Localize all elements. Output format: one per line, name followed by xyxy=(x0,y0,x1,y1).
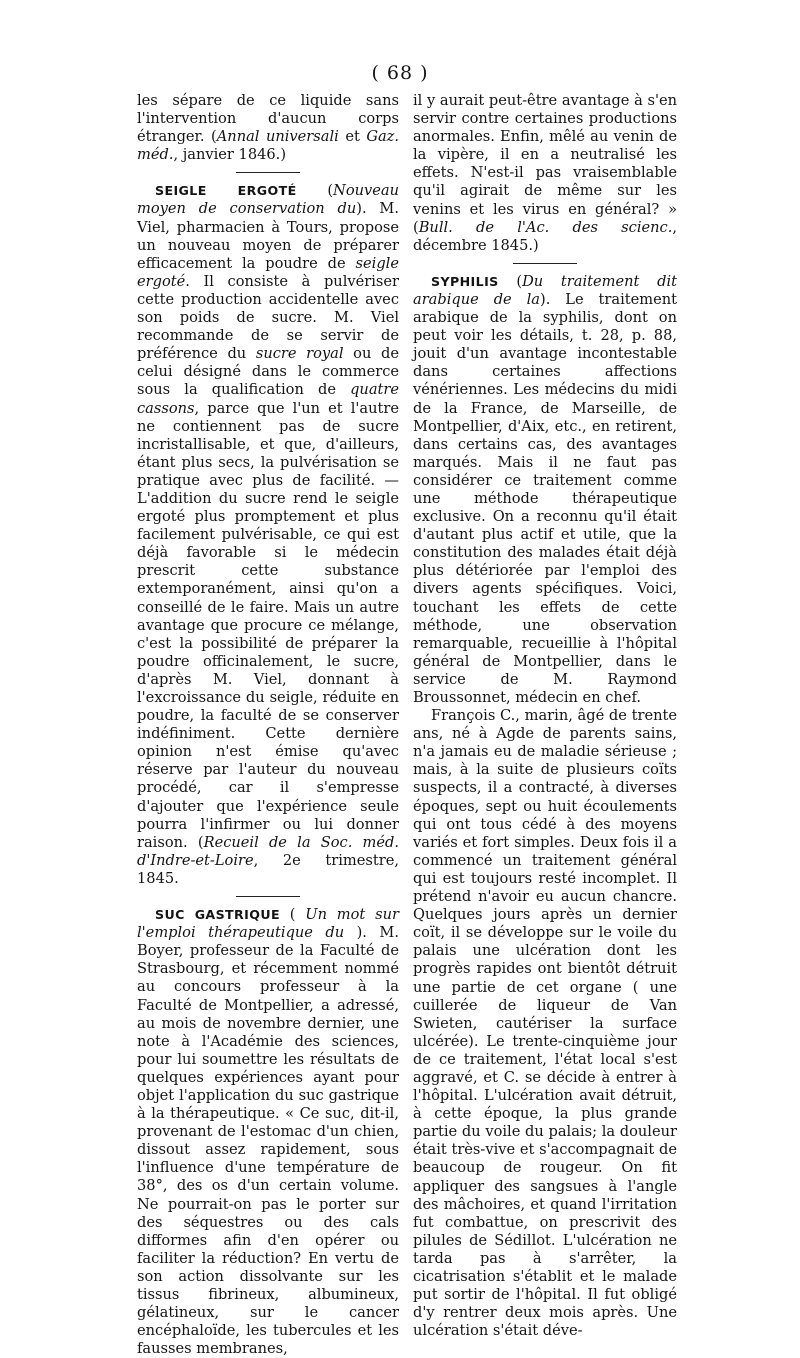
paragraph-continuation: il y aurait peut-être avantage à s'en servir contre certaines productions anormales. Enfin, mêlé au venin de la vipère, il en a neutralisé les effets. N'est-il pas vraisemblable qu'il agirait de même sur les venins et les virus en général? » (Bull. de l'Ac. des scienc., décembre 1845.) xyxy=(413,92,677,254)
article-heading: SYPHILIS xyxy=(431,273,499,289)
case-observation: François C., marin, âgé de trente ans, né à Agde de parents sains, n'a jamais eu de maladie sérieuse ; mais, à la suite de plusieurs coïts suspects, il a contracté, à diverses époques, sept ou huit écoulements qui ont tous cédé à des moyens variés et fort simples. Deux fois il a commencé un traitement général qui est toujours resté incomplet. Il prétend n'avoir eu aucun chancre. Quelques jours après un dernier coït, il se développe sur le voile du palais une ulcération dont les progrès rapides ont bientôt détruit une partie de cet organe ( une cuillerée de liqueur de Van Swieten, cautériser la surface ulcérée). Le trente-cinquième jour de ce traitement, l'état local s'est aggravé, et C. se décide à entrer à l'hôpital. L'ulcération avait détruit, à cette époque, la plus grande partie du voile du palais; la douleur était très-vive et s'accompagnait de beaucoup de rougeur. On fit appliquer des sangsues à l'angle des mâchoires, et quand l'irritation fut combattue, on prescrivit des pilules de Sédillot. L'ulcération ne tarda pas à s'arrêter, la cicatrisation s'établit et le malade put sortir de l'hôpital. Il fut obligé d'y rentrer deux mois après. Une ulcération s'était déve- xyxy=(413,707,677,1340)
article-heading: SUC GASTRIQUE xyxy=(155,907,280,923)
section-divider xyxy=(236,896,300,897)
article-seigle-ergote: SEIGLE ERGOTÉ (Nouveau moyen de conservation du). M. Viel, pharmacien à Tours, propose un nouveau moyen de préparer efficacement la poudre de seigle ergoté. Il consiste à pulvériser cette production accidentelle avec son poids de sucre. M. Viel recommande de se servir de préférence du sucre royal ou de celui désigné dans le commerce sous la qualification de quatre cassons, parce que l'un et l'autre ne contiennent pas de sucre incristallisable, et que, d'ailleurs, étant plus secs, la pulvérisation se pratique avec plus de facilité. — L'addition du sucre rend le seigle ergoté plus promptement et plus facilement pulvérisable, ce qui est déjà favorable si le médecin prescrit cette substance extemporanément, ainsi qu'on a conseillé de le faire. Mais un autre avantage que procure ce mélange, c'est la possibilité de préparer la poudre officinalement, le sucre, d'après M. Viel, donnant à l'excroissance du seigle, réduite en poudre, la faculté de se conserver indéfiniment. Cette dernière opinion n'est émise qu'avec réserve par l'auteur du nouveau procédé, car il s'empresse d'ajouter que l'expérience seule pourra l'infirmer ou lui donner raison. (Recueil de la Soc. méd. d'Indre-et-Loire, 2e trimestre, 1845. xyxy=(137,182,400,887)
article-suc-gastrique: SUC GASTRIQUE ( Un mot sur l'emploi thérapeutique du ). M. Boyer, professeur de la Faculté de Strasbourg, et récemment nommé au concours professeur à la Faculté de Montpellier, a adressé, au mois de novembre dernier, une note à l'Académie des sciences, pour lui soumettre les résultats de quelques expériences ayant pour objet l'application du suc gastrique à la thérapeutique. « Ce suc, dit-il, provenant de l'estomac d'un chien, dissout assez rapidement, sous l'influence d'une température de 38°, des os d'un certain volume. Ne pourrait-on pas le porter sur des séquestres ou des cals difformes afin d'en opérer ou faciliter la réduction? En vertu de son action dissolvante sur les tissus fibrineux, albumineux, gélatineux, sur le cancer encéphaloïde, les tubercules et les fausses membranes, xyxy=(137,906,399,1358)
left-column xyxy=(137,92,399,1358)
paragraph-continuation: les sépare de ce liquide sans l'intervention d'aucun corps étranger. (Annal universali et Gaz. méd., janvier 1846.) xyxy=(137,92,400,164)
right-column xyxy=(413,92,677,1340)
page-number: ( 68 ) xyxy=(371,62,429,84)
article-heading: SEIGLE ERGOTÉ xyxy=(155,183,297,199)
section-divider xyxy=(513,263,577,264)
article-syphilis: SYPHILIS (Du traitement dit arabique de la). Le traitement arabique de la syphilis, dont on peut voir les détails, t. 28, p. 88, jouit d'un avantage incontestable dans certaines affections vénériennes. Les médecins du midi de la France, de Marseille, de Montpellier, d'Aix, etc., en retirent, dans certains cas, des avantages marqués. Mais il ne faut pas considérer ce traitement comme une méthode thérapeutique exclusive. On a reconnu qu'il était d'autant plus actif et utile, que la constitution des malades était déjà plus détériorée par l'emploi des divers agents spécifiques. Voici, touchant les effets de cette méthode, une observation remarquable, recueillie à l'hôpital général de Montpellier, dans le service de M. Raymond Broussonnet, médecin en chef. xyxy=(413,272,677,706)
section-divider xyxy=(236,172,300,173)
